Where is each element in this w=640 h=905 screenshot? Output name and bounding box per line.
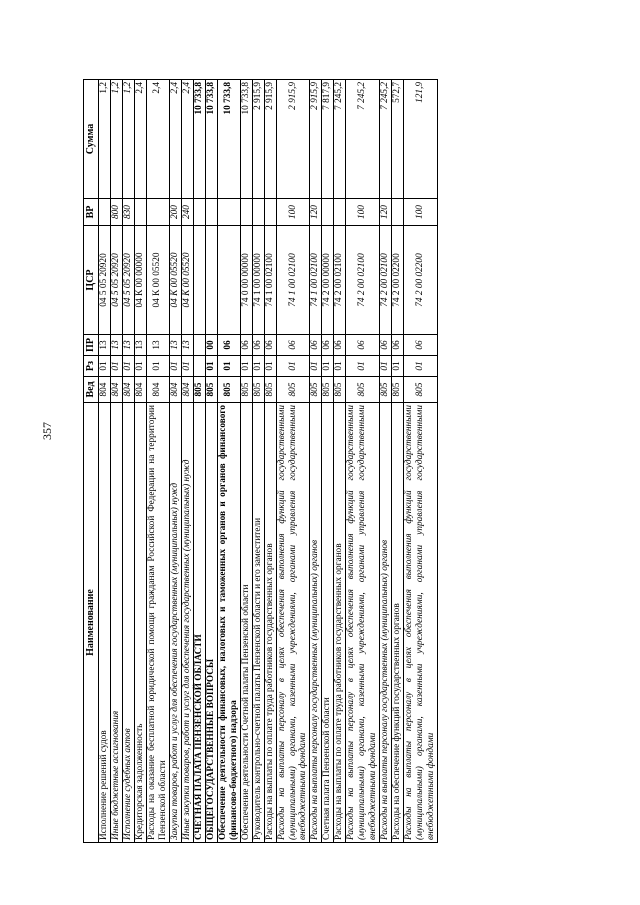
cell-name: Руководитель контрольно-счетной палаты Пензенской области и его заместители — [252, 403, 264, 843]
cell-vr — [134, 199, 146, 226]
cell-vr — [99, 199, 111, 226]
cell-csr: 04 5 05 20920 — [122, 226, 134, 335]
cell-rz: 01 — [146, 356, 169, 377]
cell-csr: 04 К 00 05520 — [181, 226, 193, 335]
cell-sum: 7 245,2 — [346, 80, 380, 199]
cell-vr — [392, 199, 404, 226]
cell-name: Исполнение решений судов — [99, 403, 111, 843]
cell-name: Расходы на обеспечение функций государственных органов — [392, 403, 404, 843]
cell-sum: 1,2 — [99, 80, 111, 199]
cell-pr: 06 — [334, 335, 346, 356]
cell-vr — [252, 199, 264, 226]
page-number: 357 — [40, 422, 54, 440]
cell-rz: 01 — [169, 356, 181, 377]
cell-vr: 120 — [380, 199, 392, 226]
cell-vr: 120 — [310, 199, 322, 226]
cell-rz: 01 — [276, 356, 310, 377]
cell-name: ОБЩЕГОСУДАРСТВЕННЫЕ ВОПРОСЫ — [205, 403, 217, 843]
table-row — [122, 80, 134, 843]
cell-sum: 10 733,8 — [205, 80, 217, 199]
cell-name: Расходы на выплаты по оплате труда работников государственных органов — [334, 403, 346, 843]
cell-name: Обеспечение деятельности Счетной палаты Пензенской области — [240, 403, 252, 843]
header-name: Наименование — [84, 403, 99, 843]
cell-ved: 804 — [169, 377, 181, 403]
cell-sum: 10 733,8 — [193, 80, 205, 199]
cell-name: Иные закупки товаров, работ и услуг для обеспечения государственных (муниципальных) нужд — [181, 403, 193, 843]
table-row — [169, 80, 181, 843]
cell-ved: 805 — [276, 377, 310, 403]
cell-rz: 01 — [110, 356, 122, 377]
cell-rz: 01 — [322, 356, 334, 377]
cell-pr: 06 — [252, 335, 264, 356]
cell-pr: 00 — [205, 335, 217, 356]
cell-sum: 2,4 — [169, 80, 181, 199]
cell-sum: 7 245,2 — [380, 80, 392, 199]
cell-rz: 01 — [240, 356, 252, 377]
cell-csr: 74 1 00 02100 — [264, 226, 276, 335]
cell-vr — [193, 199, 205, 226]
cell-ved: 804 — [146, 377, 169, 403]
cell-name: Исполнение судебных актов — [122, 403, 134, 843]
cell-vr — [334, 199, 346, 226]
cell-pr: 13 — [99, 335, 111, 356]
cell-rz: 01 — [181, 356, 193, 377]
cell-vr — [146, 199, 169, 226]
cell-sum: 10 733,8 — [240, 80, 252, 199]
cell-csr: 04 5 05 20920 — [110, 226, 122, 335]
cell-csr: 74 2 00 02200 — [392, 226, 404, 335]
table-row — [99, 80, 111, 843]
cell-ved: 805 — [193, 377, 205, 403]
cell-sum: 2,4 — [134, 80, 146, 199]
cell-name: Кредиторская задолженность — [134, 403, 146, 843]
cell-csr: 04 К 00 00000 — [134, 226, 146, 335]
table-row — [252, 80, 264, 843]
cell-vr — [264, 199, 276, 226]
cell-rz: 01 — [346, 356, 380, 377]
budget-table — [83, 79, 438, 843]
cell-ved: 804 — [134, 377, 146, 403]
cell-csr: 04 5 05 20920 — [99, 226, 111, 335]
cell-vr — [205, 199, 217, 226]
cell-vr — [217, 199, 240, 226]
cell-sum: 1,2 — [122, 80, 134, 199]
cell-sum: 10 733,8 — [217, 80, 240, 199]
cell-csr — [217, 226, 240, 335]
cell-rz: 01 — [334, 356, 346, 377]
cell-rz: 01 — [264, 356, 276, 377]
cell-sum: 2 915,9 — [252, 80, 264, 199]
cell-ved: 805 — [392, 377, 404, 403]
table-row — [134, 80, 146, 843]
cell-pr: 06 — [404, 335, 438, 356]
cell-sum: 7 245,2 — [334, 80, 346, 199]
cell-sum: 121,9 — [404, 80, 438, 199]
cell-vr: 830 — [122, 199, 134, 226]
cell-pr: 06 — [322, 335, 334, 356]
cell-ved: 805 — [322, 377, 334, 403]
cell-sum: 2,4 — [181, 80, 193, 199]
cell-csr — [193, 226, 205, 335]
cell-pr: 06 — [217, 335, 240, 356]
budget-table-rotated — [83, 80, 561, 843]
table-row — [392, 80, 404, 843]
cell-csr: 74 1 00 00000 — [252, 226, 264, 335]
cell-pr: 13 — [146, 335, 169, 356]
cell-csr: 74 1 00 02100 — [310, 226, 322, 335]
cell-rz: 01 — [404, 356, 438, 377]
cell-csr: 74 2 00 02100 — [380, 226, 392, 335]
cell-name: Расходы на выплаты персоналу государственных (муниципальных) органов — [380, 403, 392, 843]
cell-name: Расходы на выплаты персоналу в целях обеспечения выполнения функций государственными (муниципальными) органами, казенными учреждениями, органами управления государственными внебюджетными фондами — [276, 403, 310, 843]
cell-csr: 04 К 00 05520 — [169, 226, 181, 335]
table-row — [240, 80, 252, 843]
cell-vr: 800 — [110, 199, 122, 226]
table-row — [146, 80, 169, 843]
cell-sum: 2 915,9 — [276, 80, 310, 199]
table-row — [322, 80, 334, 843]
cell-ved: 805 — [334, 377, 346, 403]
cell-csr: 74 1 00 02100 — [276, 226, 310, 335]
cell-vr: 200 — [169, 199, 181, 226]
table-row — [264, 80, 276, 843]
cell-csr — [205, 226, 217, 335]
table-row — [205, 80, 217, 843]
table-row — [276, 80, 310, 843]
cell-ved: 805 — [380, 377, 392, 403]
cell-name: Закупка товаров, работ и услуг для обеспечения государственных (муниципальных) нужд — [169, 403, 181, 843]
cell-rz: 01 — [392, 356, 404, 377]
table-row — [193, 80, 205, 843]
cell-pr: 13 — [134, 335, 146, 356]
cell-pr — [193, 335, 205, 356]
table-row — [404, 80, 438, 843]
cell-name: Счетная палата Пензенской области — [322, 403, 334, 843]
cell-pr: 06 — [392, 335, 404, 356]
cell-ved: 804 — [122, 377, 134, 403]
cell-pr: 06 — [310, 335, 322, 356]
table-body — [99, 80, 438, 843]
cell-pr: 13 — [181, 335, 193, 356]
cell-name: Расходы на выплаты персоналу в целях обеспечения выполнения функций государственными (муниципальными) органами, казенными учреждениями, органами управления государственными внебюджетными фондами — [404, 403, 438, 843]
header-pr: ПР — [84, 335, 99, 356]
header-sum: Сумма — [84, 80, 99, 199]
cell-pr: 13 — [110, 335, 122, 356]
cell-name: Иные бюджетные ассигнования — [110, 403, 122, 843]
cell-name: Обеспечение деятельности финансовых, налоговых и таможенных органов и органов финансового (финансово-бюджетного) надзора — [217, 403, 240, 843]
cell-sum: 2 915,9 — [264, 80, 276, 199]
cell-name: Расходы на выплаты персоналу в целях обеспечения выполнения функций государственными (муниципальными) органами, казенными учреждениями, органами управления государственными внебюджетными фондами — [346, 403, 380, 843]
cell-vr: 100 — [276, 199, 310, 226]
cell-pr: 06 — [380, 335, 392, 356]
cell-ved: 804 — [110, 377, 122, 403]
cell-rz: 01 — [205, 356, 217, 377]
cell-pr: 13 — [169, 335, 181, 356]
table-row — [181, 80, 193, 843]
cell-vr: 240 — [181, 199, 193, 226]
cell-sum: 572,7 — [392, 80, 404, 199]
cell-rz: 01 — [217, 356, 240, 377]
header-ved: Вед — [84, 377, 99, 403]
table-row — [334, 80, 346, 843]
table-row — [310, 80, 322, 843]
cell-csr: 74 2 00 00000 — [322, 226, 334, 335]
cell-vr: 100 — [404, 199, 438, 226]
cell-name: Расходы на выплаты персоналу государственных (муниципальных) органов — [310, 403, 322, 843]
table-row — [346, 80, 380, 843]
cell-rz: 01 — [380, 356, 392, 377]
cell-vr: 100 — [346, 199, 380, 226]
cell-vr — [240, 199, 252, 226]
cell-csr: 74 2 00 02100 — [334, 226, 346, 335]
cell-ved: 805 — [346, 377, 380, 403]
cell-pr: 06 — [264, 335, 276, 356]
cell-csr: 74 2 00 02100 — [346, 226, 380, 335]
cell-ved: 805 — [240, 377, 252, 403]
table-header-row — [84, 80, 99, 843]
cell-csr: 74 0 00 00000 — [240, 226, 252, 335]
cell-sum: 1,2 — [110, 80, 122, 199]
cell-rz: 01 — [134, 356, 146, 377]
table-row — [380, 80, 392, 843]
cell-rz: 01 — [99, 356, 111, 377]
cell-vr — [322, 199, 334, 226]
cell-csr: 04 К 00 05520 — [146, 226, 169, 335]
cell-rz: 01 — [252, 356, 264, 377]
cell-rz: 01 — [122, 356, 134, 377]
cell-ved: 805 — [310, 377, 322, 403]
cell-name: Расходы на выплаты по оплате труда работников государственных органов — [264, 403, 276, 843]
cell-pr: 06 — [240, 335, 252, 356]
cell-ved: 805 — [264, 377, 276, 403]
cell-ved: 805 — [205, 377, 217, 403]
cell-pr: 06 — [346, 335, 380, 356]
cell-rz: 01 — [310, 356, 322, 377]
header-rz: Рз — [84, 356, 99, 377]
cell-ved: 804 — [99, 377, 111, 403]
cell-pr: 06 — [276, 335, 310, 356]
cell-ved: 804 — [181, 377, 193, 403]
header-csr: ЦСР — [84, 226, 99, 335]
cell-sum: 2,4 — [146, 80, 169, 199]
cell-ved: 805 — [217, 377, 240, 403]
header-vr: ВР — [84, 199, 99, 226]
cell-ved: 805 — [252, 377, 264, 403]
cell-ved: 805 — [404, 377, 438, 403]
cell-name: СЧЕТНАЯ ПАЛАТА ПЕНЗЕНСКОЙ ОБЛАСТИ — [193, 403, 205, 843]
cell-sum: 2 915,9 — [310, 80, 322, 199]
cell-sum: 7 817,9 — [322, 80, 334, 199]
table-row — [217, 80, 240, 843]
cell-csr: 74 2 00 02200 — [404, 226, 438, 335]
cell-rz — [193, 356, 205, 377]
cell-pr: 13 — [122, 335, 134, 356]
cell-name: Расходы на оказание бесплатной юридической помощи гражданам Российской Федерации на территории Пензенской области — [146, 403, 169, 843]
table-row — [110, 80, 122, 843]
